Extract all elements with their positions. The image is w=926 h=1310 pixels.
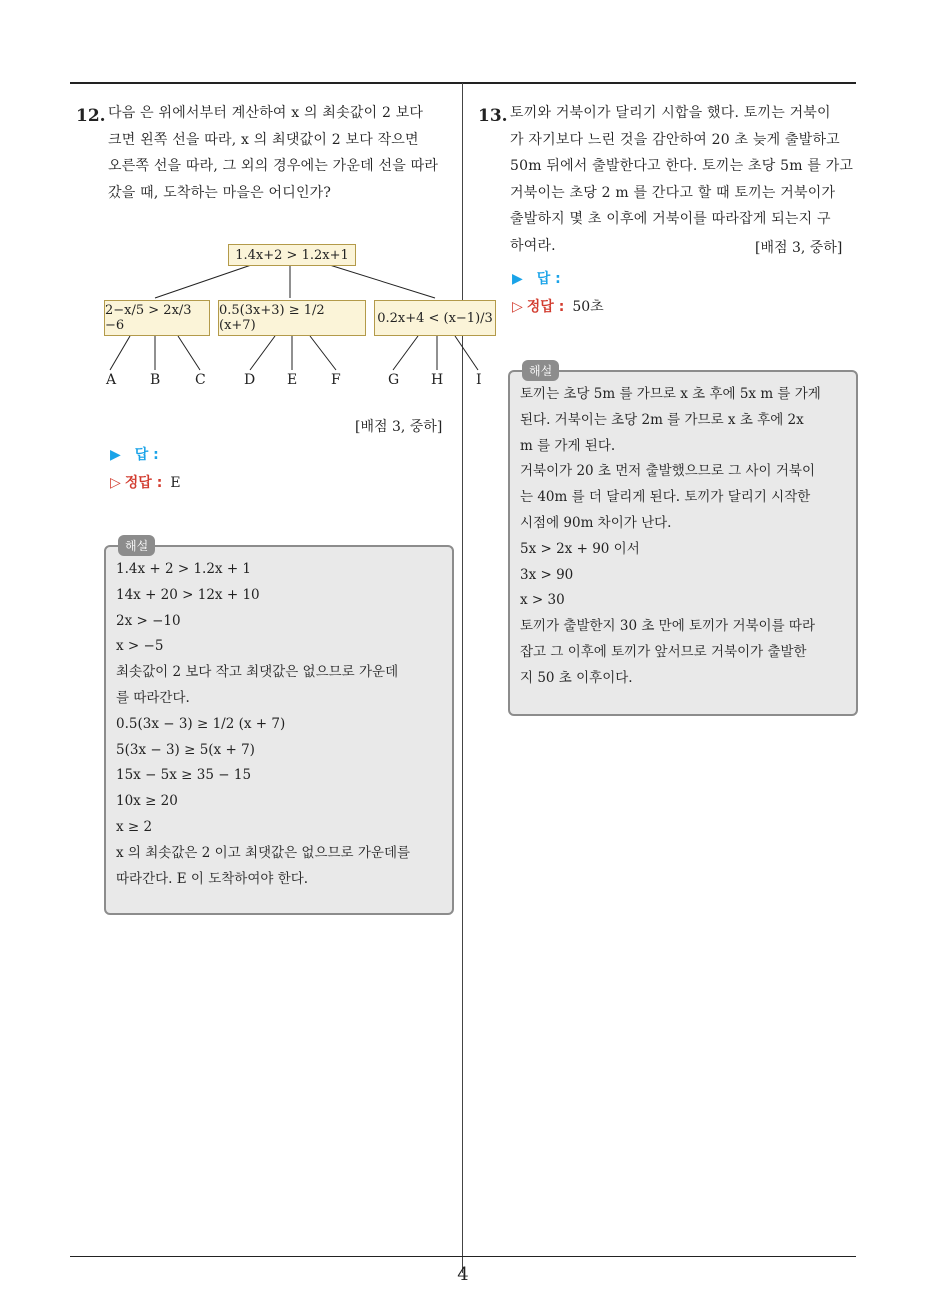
solution-line: 15x − 5x ≥ 35 − 15	[116, 767, 252, 784]
question-13-answer-row	[512, 268, 561, 288]
solution-line: x > 30	[520, 592, 565, 609]
top-rule	[70, 82, 856, 84]
solution-line: 최솟값이 2 보다 작고 최댓값은 없으므로 가운데	[116, 664, 399, 681]
tree-leaf: I	[476, 372, 482, 388]
question-13-line: 거북이는 초당 2 m 를 간다고 할 때 토끼는 거북이가	[510, 184, 836, 201]
question-13-correct-row	[512, 296, 604, 316]
solution-line: 따라간다. E 이 도착하여야 한다.	[116, 870, 309, 887]
tree-leaf: C	[195, 372, 206, 388]
question-12-solution-box	[104, 539, 454, 915]
solution-line: 5(3x − 3) ≥ 5(x + 7)	[116, 741, 255, 758]
tree-leaf: A	[106, 372, 117, 388]
question-13-number: 13.	[478, 106, 508, 126]
solution-line: 0.5(3x − 3) ≥ 1/2 (x + 7)	[116, 715, 286, 732]
tree-leaf: H	[431, 372, 444, 388]
decision-tree	[100, 240, 500, 400]
solution-line: 14x + 20 > 12x + 10	[116, 586, 260, 603]
question-12-answer-row	[110, 444, 159, 464]
question-12-difficulty: [배점 3, 중하]	[355, 419, 443, 435]
solution-line: 된다. 거북이는 초당 2m 를 가므로 x 초 후에 2x	[520, 411, 804, 428]
tree-leaf: G	[388, 372, 400, 388]
solution-line: 잡고 그 이후에 토끼가 앞서므로 거북이가 출발한	[520, 643, 807, 660]
solution-lines	[116, 557, 442, 892]
tree-leaf: B	[150, 372, 161, 388]
play-icon: ▶	[512, 271, 523, 287]
answer-label: 답 :	[536, 271, 561, 287]
solution-lines	[520, 382, 846, 692]
question-12-line: 갔을 때, 도착하는 마을은 어디인가?	[108, 184, 332, 201]
answer-label: 답 :	[134, 447, 159, 463]
tree-leaf: D	[244, 372, 256, 388]
solution-line: m 를 가게 된다.	[520, 437, 616, 454]
solution-line: x ≥ 2	[116, 818, 153, 835]
question-12-number: 12.	[76, 106, 106, 126]
solution-line: 토끼는 초당 5m 를 가므로 x 초 후에 5x m 를 가게	[520, 386, 821, 402]
question-13-solution-box	[508, 364, 858, 716]
solution-line: 3x > 90	[520, 566, 574, 583]
solution-line: x > −5	[116, 638, 164, 655]
correct-label: 정답 :	[124, 475, 163, 491]
question-12-line: 다음 은 위에서부터 계산하여 x 의 최솟값이 2 보다	[108, 105, 424, 121]
tree-left-node: 2−x/5 > 2x/3 −6	[104, 300, 210, 336]
question-13-line: 출발하지 몇 초 이후에 거북이를 따라잡게 되는지 구	[510, 211, 831, 227]
tree-middle-node: 0.5(3x+3) ≥ 1/2 (x+7)	[218, 300, 366, 336]
question-13-line: 가 자기보다 느린 것을 감안하여 20 초 늦게 출발하고	[510, 131, 840, 148]
solution-tag: 해설	[118, 535, 155, 556]
solution-line: 지 50 초 이후이다.	[520, 669, 633, 686]
tree-right-node: 0.2x+4 < (x−1)/3	[374, 300, 496, 336]
question-13-line: 50m 뒤에서 출발한다고 한다. 토끼는 초당 5m 를 가고	[510, 158, 854, 174]
question-12-correct-row	[110, 472, 181, 492]
play-icon: ▶	[110, 447, 121, 463]
question-13-line: 하여라.	[510, 237, 556, 254]
outline-play-icon: ▷	[110, 475, 121, 491]
solution-line: 5x > 2x + 90 이서	[520, 540, 640, 557]
question-12-text	[108, 100, 458, 206]
question-12-line: 오른쪽 선을 따라, 그 외의 경우에는 가운데 선을 따라	[108, 158, 439, 174]
question-13-line: 토끼와 거북이가 달리기 시합을 했다. 토끼는 거북이	[510, 105, 831, 121]
correct-label: 정답 :	[526, 299, 565, 315]
solution-line: 2x > −10	[116, 612, 181, 629]
solution-line: 를 따라간다.	[116, 689, 190, 706]
solution-line: 시점에 90m 차이가 난다.	[520, 514, 672, 531]
solution-line: x 의 최솟값은 2 이고 최댓값은 없으므로 가운데를	[116, 844, 411, 861]
correct-value: 50초	[572, 299, 604, 315]
page-number: 4	[457, 1264, 469, 1285]
solution-line: 거북이가 20 초 먼저 출발했으므로 그 사이 거북이	[520, 463, 815, 480]
bottom-rule	[70, 1256, 856, 1257]
question-12-line: 크면 왼쪽 선을 따라, x 의 최댓값이 2 보다 작으면	[108, 131, 419, 148]
correct-value: E	[170, 475, 181, 491]
tree-root-node: 1.4x+2 > 1.2x+1	[228, 244, 356, 266]
solution-line: 10x ≥ 20	[116, 793, 178, 810]
outline-play-icon: ▷	[512, 299, 523, 315]
solution-line: 는 40m 를 더 달리게 된다. 토끼가 달리기 시작한	[520, 489, 811, 506]
solution-line: 토끼가 출발한지 30 초 만에 토끼가 거북이를 따라	[520, 618, 815, 635]
tree-leaf: E	[287, 372, 298, 388]
question-13-difficulty: [배점 3, 중하]	[755, 240, 843, 256]
solution-tag: 해설	[522, 360, 559, 381]
solution-line: 1.4x + 2 > 1.2x + 1	[116, 561, 252, 577]
question-13-text	[510, 100, 860, 259]
tree-leaf: F	[331, 372, 341, 388]
